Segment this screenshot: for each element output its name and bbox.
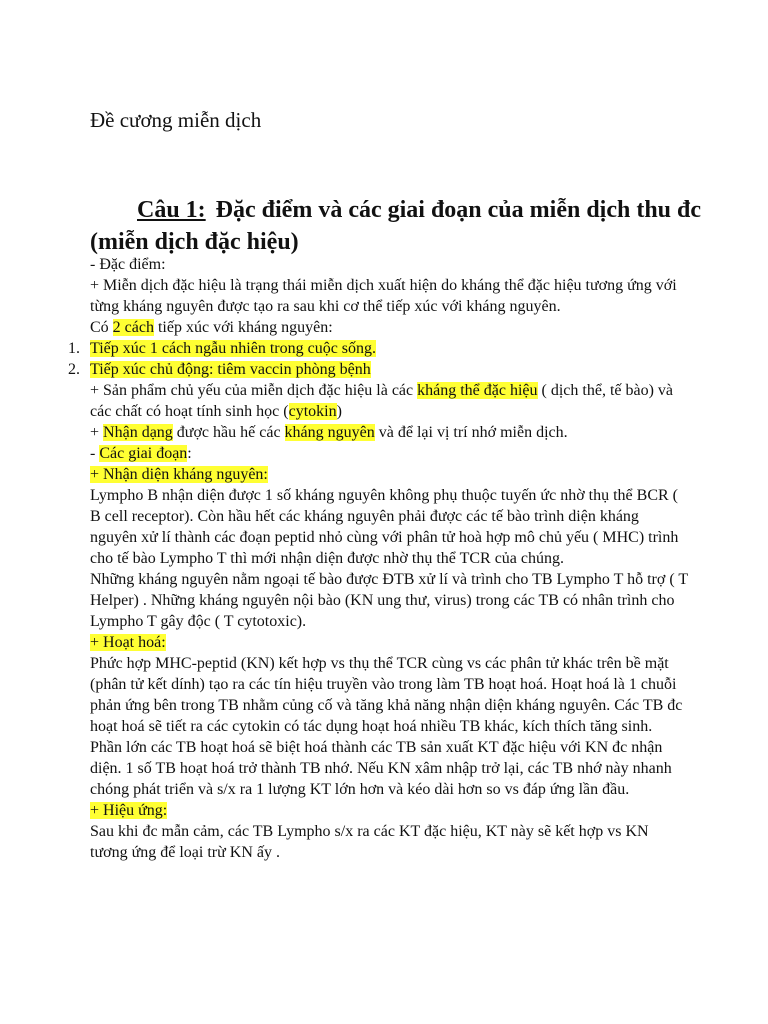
document-title: Đề cương miễn dịch: [90, 108, 262, 132]
text-run: và để lại vị trí nhớ miễn dịch.: [374, 424, 568, 441]
highlight-cac-giai-doan: Các giai đoạn: [99, 445, 188, 462]
text-run: ): [336, 403, 342, 420]
text-run: :: [187, 445, 192, 462]
paragraph-differentiation: Phần lớn các TB hoạt hoá sẽ biệt hoá thành các TB sản xuất KT đặc hiệu với KN đc nhận diện. 1 số TB hoạt hoá trở thành TB nhớ. Nếu KN xâm nhập trở lại, các TB nhớ này nhanh chóng phát triển và s/x ra 1 lượng KT lớn hơn và kéo dài hơn so vs đáp ứng lần đầu.: [90, 739, 672, 798]
paragraph-contact-ways: [90, 317, 690, 338]
list-number: 2.: [68, 361, 80, 378]
highlight-khang-the: kháng thể đặc hiệu: [417, 382, 538, 399]
text-run: ( dịch thể, tế bào) và các chất có hoạt tính sinh học (: [90, 382, 674, 420]
list-item: [68, 359, 690, 380]
highlight-hieu-ung: + Hiệu ứng:: [90, 802, 168, 819]
stages-label: [90, 443, 690, 464]
list-item-text: Tiếp xúc 1 cách ngẫu nhiên trong cuộc sống.: [90, 340, 377, 357]
text-run: +: [90, 424, 104, 441]
paragraph-definition: + Miễn dịch đặc hiệu là trạng thái miễn dịch xuất hiện do kháng thể đặc hiệu tương ứng với từng kháng nguyên được tạo ra sau khi cơ thể tiếp xúc với kháng nguyên.: [90, 277, 677, 315]
question-title: Đặc điểm và các giai đoạn của miễn dịch thu đc (miễn dịch đặc hiệu): [90, 197, 702, 255]
stage-heading-activation: [90, 632, 690, 653]
highlight-2-cach: 2 cách: [112, 319, 154, 336]
paragraph-recognition: [90, 422, 690, 443]
paragraph-activation: Phức hợp MHC-peptid (KN) kết hợp vs thụ thể TCR cùng vs các phân tử khác trên bề mặt (phân tử kết dính) tạo ra các tín hiệu truyền vào trong làm TB hoạt hoá. Hoạt hoá là 1 chuỗi phản ứng bên trong TB nhằm củng cố và tăng khả năng nhận diện kháng nguyên. Các TB đc hoạt hoá sẽ tiết ra các cytokin có tác dụng hoạt hoá nhiều TB khác, kích thích tăng sinh.: [90, 655, 683, 735]
text-run: -: [90, 445, 100, 462]
paragraph-antigen-presentation: Những kháng nguyên nằm ngoại tế bào được ĐTB xử lí và trình cho TB Lympho T hỗ trợ ( T Helper) . Những kháng nguyên nội bào (KN ung thư, virus) trong các TB có nhân trình cho Lympho T gây độc ( T cytotoxic).: [90, 571, 688, 630]
dac-diem-label: - Đặc điểm:: [90, 256, 166, 273]
paragraph-lympho-b: Lympho B nhận diện được 1 số kháng nguyên không phụ thuộc tuyến ức nhờ thụ thể BCR ( B cell receptor). Còn hầu hết các kháng nguyên phải được các tế bào trình diện kháng nguyên xử lí thành các đoạn peptid nhỏ cùng với phân tử hoà hợp mô chủ yếu ( MHC) trình cho tế bào Lympho T thì mới nhận diện được nhờ thụ thể TCR của chúng.: [90, 487, 679, 567]
stage-heading-recognition: [90, 464, 690, 485]
paragraph-effect: Sau khi đc mẫn cảm, các TB Lympho s/x ra các KT đặc hiệu, KT này sẽ kết hợp vs KN tương ứng để loại trừ KN ấy .: [90, 823, 649, 861]
list-number: 1.: [68, 340, 80, 357]
highlight-khang-nguyen: kháng nguyên: [284, 424, 375, 441]
text-run: tiếp xúc với kháng nguyên:: [153, 319, 333, 336]
document-body: [68, 254, 690, 863]
highlight-cytokin: cytokin: [288, 403, 337, 420]
stage-heading-effect: [90, 800, 690, 821]
highlight-hoat-hoa: + Hoạt hoá:: [90, 634, 166, 651]
list-item: [68, 338, 690, 359]
highlight-nhan-dang: Nhận dạng: [103, 424, 173, 441]
text-run: Có: [90, 319, 113, 336]
paragraph-products: [90, 380, 690, 422]
question-number: Câu 1:: [137, 197, 206, 223]
text-run: + Sản phẩm chủ yếu của miễn dịch đặc hiệu là các: [90, 382, 418, 399]
list-item-text: Tiếp xúc chủ động: tiêm vaccin phòng bệnh: [90, 361, 371, 378]
question-heading: [90, 194, 710, 258]
text-run: được hầu hế các: [172, 424, 285, 441]
highlight-nhan-dien: + Nhận diện kháng nguyên:: [90, 466, 268, 483]
